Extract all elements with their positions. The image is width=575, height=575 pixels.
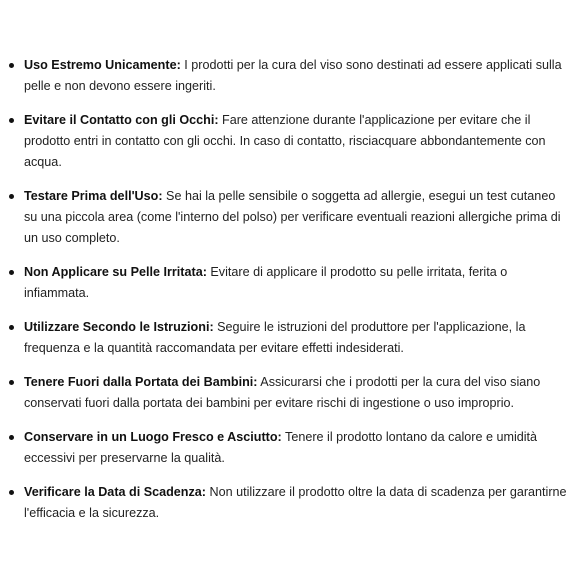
- item-title: Utilizzare Secondo le Istruzioni:: [24, 320, 214, 334]
- item-text: Fare attenzione durante l'applicazione per evitare che il prodotto entri in contatto con gli occhi. In caso di contatto, risciacquare abbondantemente con acqua.: [24, 113, 546, 169]
- item-text: Evitare di applicare il prodotto su pelle irritata, ferita o infiammata.: [24, 265, 508, 300]
- item-title: Uso Estremo Unicamente:: [24, 58, 181, 72]
- item-text: Non utilizzare il prodotto oltre la data di scadenza per garantirne l'efficacia e la sicurezza.: [24, 485, 567, 520]
- item-title: Non Applicare su Pelle Irritata:: [24, 265, 207, 279]
- item-text: Tenere il prodotto lontano da calore e umidità eccessivi per preservarne la qualità.: [24, 430, 538, 465]
- list-item: [8, 186, 567, 249]
- item-text: I prodotti per la cura del viso sono destinati ad essere applicati sulla pelle e non devono essere ingeriti.: [24, 58, 562, 93]
- bullet-icon: [9, 270, 14, 275]
- item-text: Assicurarsi che i prodotti per la cura del viso siano conservati fuori dalla portata dei bambini per evitare rischi di ingestione o uso improprio.: [24, 375, 541, 410]
- item-title: Verificare la Data di Scadenza:: [24, 485, 206, 499]
- item-text: Se hai la pelle sensibile o soggetta ad allergie, esegui un test cutaneo su una piccola area (come l'interno del polso) per verificare eventuali reazioni allergiche prima di un uso completo.: [24, 189, 561, 245]
- bullet-icon: [9, 435, 14, 440]
- list-item: [8, 317, 567, 359]
- list-item: [8, 110, 567, 173]
- item-text: Seguire le istruzioni del produttore per l'applicazione, la frequenza e la quantità raccomandata per evitare effetti indesiderati.: [24, 320, 526, 355]
- safety-warnings-list: [8, 55, 567, 524]
- list-item: [8, 55, 567, 97]
- bullet-icon: [9, 380, 14, 385]
- list-item: [8, 262, 567, 304]
- bullet-icon: [9, 325, 14, 330]
- item-title: Testare Prima dell'Uso:: [24, 189, 163, 203]
- bullet-icon: [9, 194, 14, 199]
- item-title: Conservare in un Luogo Fresco e Asciutto:: [24, 430, 282, 444]
- list-item: [8, 372, 567, 414]
- item-title: Evitare il Contatto con gli Occhi:: [24, 113, 219, 127]
- bullet-icon: [9, 118, 14, 123]
- list-item: [8, 427, 567, 469]
- bullet-icon: [9, 63, 14, 68]
- item-title: Tenere Fuori dalla Portata dei Bambini:: [24, 375, 258, 389]
- list-item: [8, 482, 567, 524]
- bullet-icon: [9, 490, 14, 495]
